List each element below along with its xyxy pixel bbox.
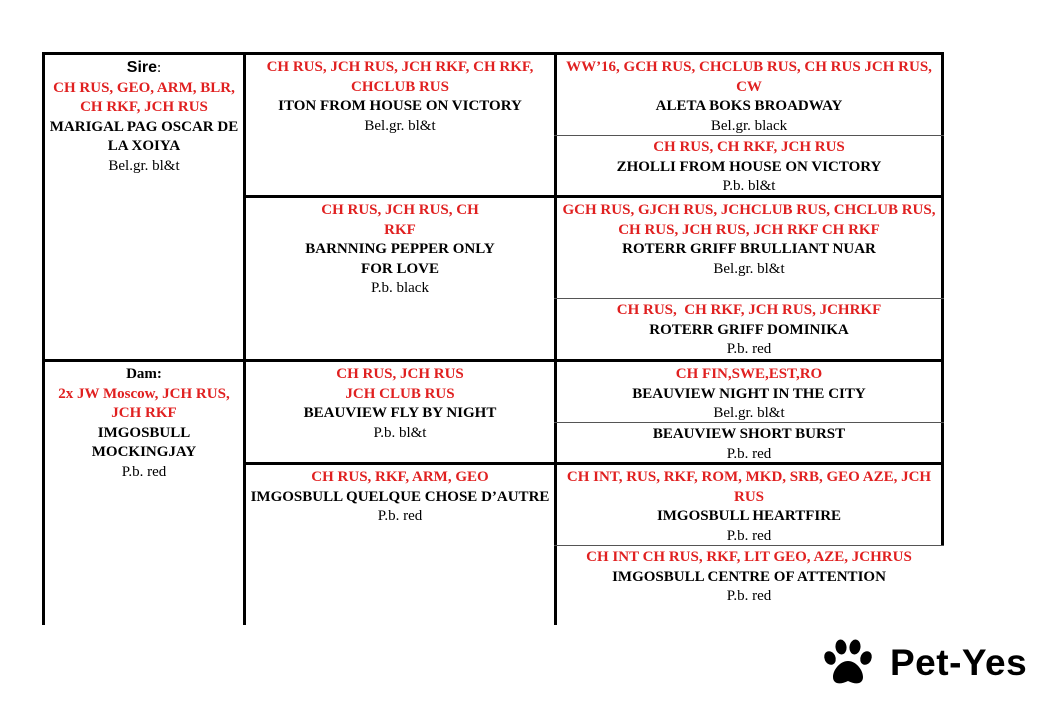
dam-sire-name: BEAUVIEW FLY BY NIGHT [303,405,497,421]
dam-dam-cell [250,465,550,527]
sdd-cell [560,298,938,360]
dam-titles: 2x JW Moscow, JCH RUS, JCH RKF [58,385,230,421]
sire-titles: CH RUS, GEO, ARM, BLR, CH RKF, JCH RUS [53,79,235,115]
sire-dam-color: P.b. black [371,280,429,296]
dss-name: BEAUVIEW NIGHT IN THE CITY [632,385,866,402]
dds-color: P.b. red [726,527,772,544]
ddd-titles: CH INT CH RUS, RKF, LIT GEO, AZE, JCHRUS [586,549,912,565]
dam-dam-name: IMGOSBULL QUELQUE CHOSE D’AUTRE [250,488,550,505]
sdd-color: P.b. red [726,341,772,357]
dds-titles: CH INT, RUS, RKF, ROM, MKD, SRB, GEO AZE, JCH RUS [566,469,932,505]
dam-color: P.b. red [121,463,167,480]
sds-name: ROTERR GRIFF BRULLIANT NUAR [622,241,876,257]
column-divider [554,52,557,625]
dsd-color: P.b. red [726,445,772,462]
sss-cell [560,55,938,136]
sire-dam-titles: CH RUS, JCH RUS, CH RKF [321,202,479,238]
sire-sire-name: ITON FROM HOUSE ON VICTORY [278,98,522,114]
dam-dam-titles: CH RUS, RKF, ARM, GEO [311,469,489,485]
brand-name: Pet-Yes [890,642,1028,683]
ssd-titles: CH RUS, CH RKF, JCH RUS [653,139,845,155]
table-border-left [42,52,45,625]
sire-sire-titles: CH RUS, JCH RUS, JCH RKF, CH RKF, CHCLUB RUS [266,59,534,95]
sds-cell [560,198,938,279]
ssd-cell [560,135,938,197]
dds-cell [560,465,938,546]
dam-cell [48,362,240,482]
dam-sire-cell [250,362,550,443]
ddd-color: P.b. red [726,588,772,604]
table-border-right [941,462,944,546]
sds-titles: GCH RUS, GJCH RUS, JCHCLUB RUS, CHCLUB RUS, CH RUS, JCH RUS, JCH RKF CH RKF [562,202,936,238]
dam-sire-titles: CH RUS, JCH RUS JCH CLUB RUS [336,366,464,402]
sire-dam-cell [250,198,550,299]
sss-color: Bel.gr. black [710,117,788,134]
ddd-cell [560,545,938,607]
dsd-name: BEAUVIEW SHORT BURST [652,426,846,442]
ddd-name: IMGOSBULL CENTRE OF ATTENTION [612,568,886,585]
sire-sire-color: Bel.gr. bl&t [364,117,436,134]
sire-name: MARIGAL PAG OSCAR DE LA XOIYA [49,118,239,154]
dsd-cell [560,422,938,464]
dss-cell [560,362,938,424]
sss-name: ALETA BOKS BROADWAY [655,98,843,114]
sire-label: Sire: [126,59,162,76]
table-border-right [941,52,944,362]
paw-icon [822,639,874,687]
sdd-name: ROTERR GRIFF DOMINIKA [649,321,849,338]
dss-titles: CH FIN,SWE,EST,RO [675,366,823,382]
dds-name: IMGOSBULL HEARTFIRE [656,508,842,524]
sire-color: Bel.gr. bl&t [108,157,180,174]
sdd-titles: CH RUS, CH RKF, JCH RUS, JCHRKF [616,302,882,318]
dam-dam-color: P.b. red [377,508,423,524]
sire-cell [48,55,240,176]
dam-name: IMGOSBULL MOCKINGJAY [91,424,197,460]
ssd-color: P.b. bl&t [722,178,776,194]
sire-dam-name: BARNNING PEPPER ONLY FOR LOVE [305,241,495,277]
column-divider [243,52,246,625]
sds-color: Bel.gr. bl&t [713,260,785,277]
dam-label: Dam: [126,366,162,382]
brand-logo [822,638,1027,688]
ssd-name: ZHOLLI FROM HOUSE ON VICTORY [616,158,882,175]
sire-sire-cell [250,55,550,136]
sss-titles: WW’16, GCH RUS, CHCLUB RUS, CH RUS JCH RUS, CW [566,59,932,95]
dss-color: Bel.gr. bl&t [713,405,785,421]
dam-sire-color: P.b. bl&t [373,424,427,441]
table-border-right [941,362,944,462]
